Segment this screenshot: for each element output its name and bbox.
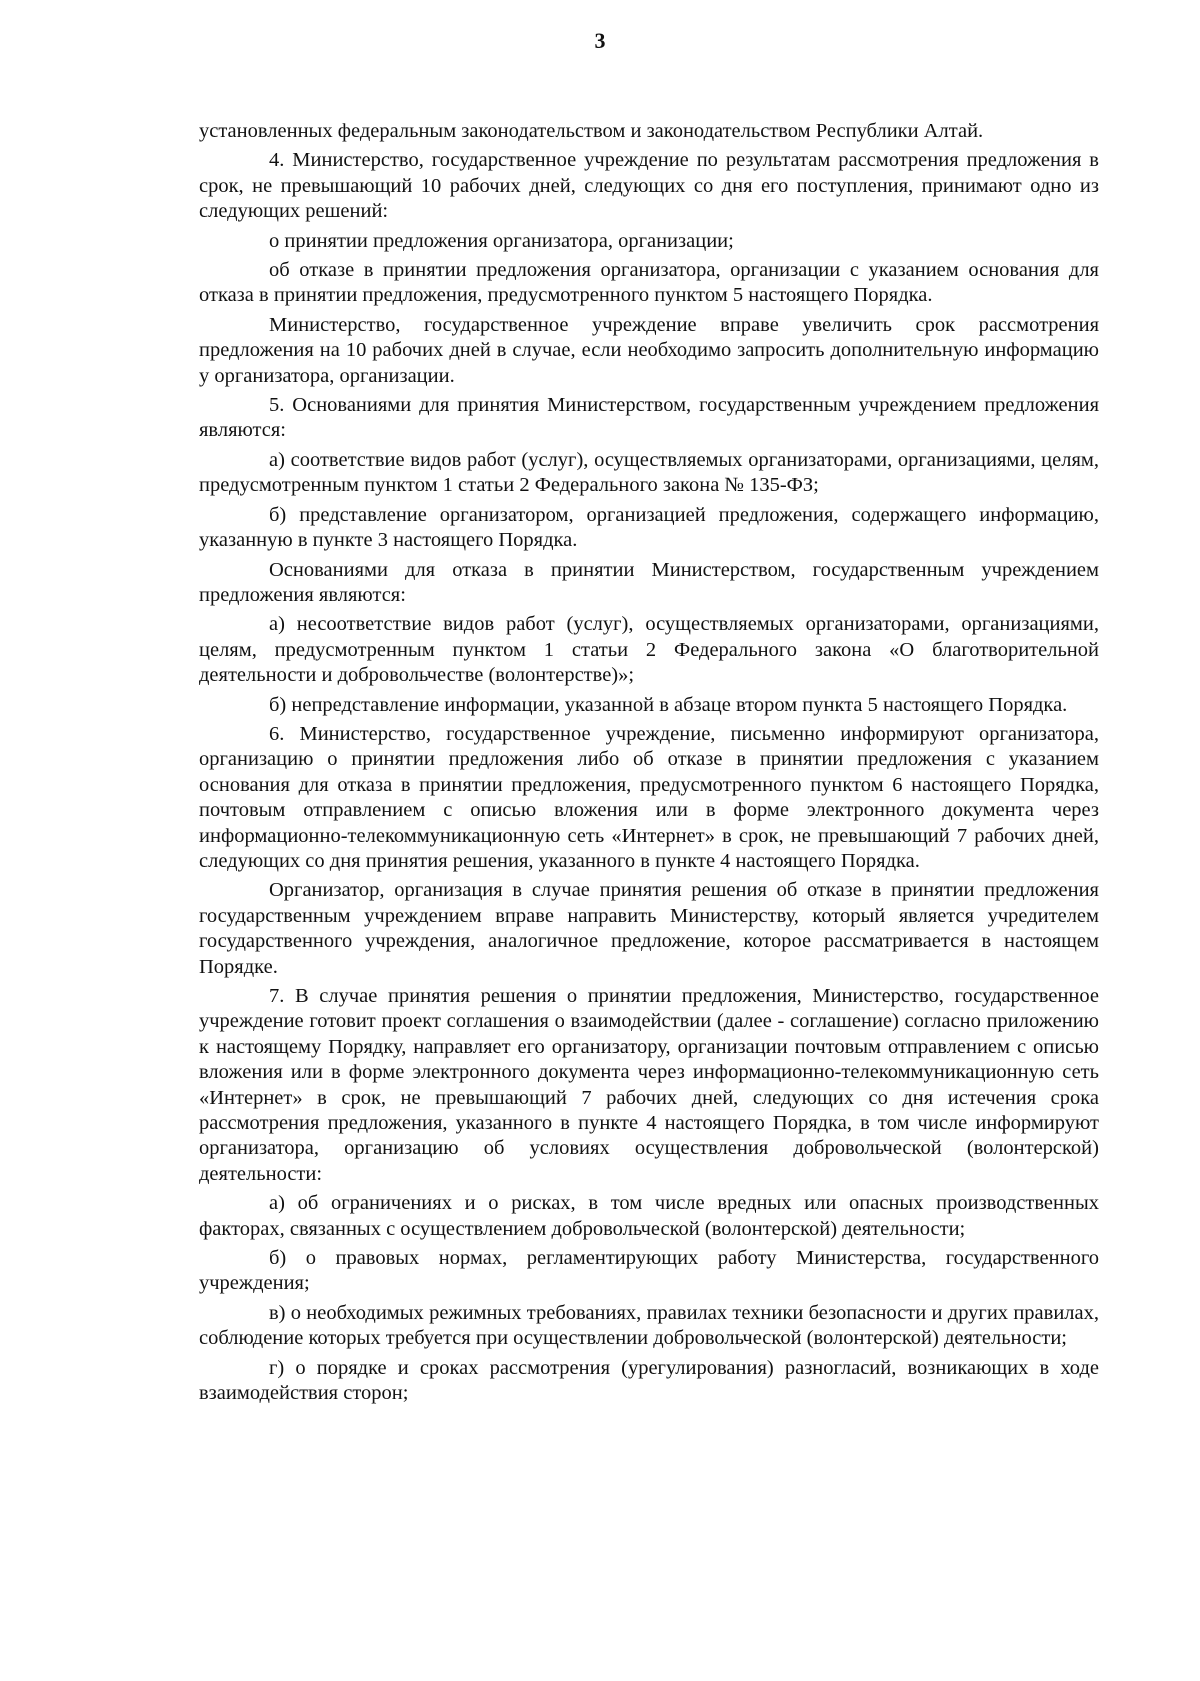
paragraph-item-7-v: в) о необходимых режимных требованиях, правилах техники безопасности и других правилах, соблюдение которых требуется при осуществлении добровольческой (волонтерской) деятельности; bbox=[199, 1301, 1099, 1350]
paragraph-decision-reject: об отказе в принятии предложения организатора, организации с указанием основания для отказа в принятии предложения, предусмотренного пунктом 5 настоящего Порядка. bbox=[199, 259, 1099, 307]
paragraph-item-5-b: б) представление организатором, организацией предложения, содержащего информацию, указанную в пункте 3 настоящего Порядка. bbox=[199, 503, 1099, 552]
paragraph-decision-accept: о принятии предложения организатора, организации; bbox=[269, 229, 734, 252]
paragraph-refusal-grounds: Основаниями для отказа в принятии Министерством, государственным учреждением предложения являются: bbox=[199, 558, 1099, 606]
paragraph-organizer-appeal: Организатор, организация в случае принятия решения об отказе в принятии предложения государственным учреждением вправе направить Министерству, который является учредителем государственного учреждения, аналогичное предложение, которое рассматривается в настоящем Порядке. bbox=[199, 879, 1099, 978]
paragraph-item-7-g: г) о порядке и сроках рассмотрения (урегулирования) разногласий, возникающих в ходе взаимодействия сторон; bbox=[199, 1356, 1099, 1405]
paragraph-item-5: 5. Основаниями для принятия Министерством, государственным учреждением предложения являются: bbox=[199, 394, 1099, 442]
paragraph-item-7-b: б) о правовых нормах, регламентирующих работу Министерства, государственного учреждения; bbox=[199, 1247, 1099, 1295]
paragraph-term-extension: Министерство, государственное учреждение вправе увеличить срок рассмотрения предложения на 10 рабочих дней в случае, если необходимо запросить дополнительную информацию у организатора, организации. bbox=[199, 313, 1099, 387]
page-number: 3 bbox=[594, 28, 606, 53]
paragraph-item-7-a: а) об ограничениях и о рисках, в том числе вредных или опасных производственных факторах, связанных с осуществлением добровольческой (волонтерской) деятельности; bbox=[199, 1192, 1099, 1240]
paragraph-item-5-a: а) соответствие видов работ (услуг), осуществляемых организаторами, организациями, целям, предусмотренным пунктом 1 статьи 2 Федерального закона № 135-ФЗ; bbox=[199, 448, 1099, 497]
paragraph-item-6: 6. Министерство, государственное учреждение, письменно информируют организатора, организацию о принятии предложения либо об отказе в принятии предложения с указанием основания для отказа в принятии предложения, предусмотренного пунктом 6 настоящего Порядка, почтовым отправлением с описью вложения или в форме электронного документа через информационно-телекоммуникационную сеть «Интернет» в срок, не превышающий 7 рабочих дней, следующих со дня принятия решения, указанного в пункте 4 настоящего Порядка. bbox=[199, 722, 1099, 872]
paragraph-item-7: 7. В случае принятия решения о принятии предложения, Министерство, государственное учреждение готовит проект соглашения о взаимодействии (далее - соглашение) согласно приложению к настоящему Порядку, направляет его организатору, организации почтовым отправлением с описью вложения или в форме электронного документа через информационно-телекоммуникационную сеть «Интернет» в срок, не превышающий 7 рабочих дней, следующих со дня истечения срока рассмотрения предложения, указанного в пункте 4 настоящего Порядка, в том числе информируют организатора, организацию об условиях осуществления добровольческой (волонтерской) деятельности: bbox=[199, 985, 1099, 1185]
paragraph-refusal-a: а) несоответствие видов работ (услуг), осуществляемых организаторами, организациями, целям, предусмотренным пунктом 1 статьи 2 Федерального закона «О благотворительной деятельности и добровольчестве (волонтерстве)»; bbox=[199, 613, 1099, 687]
document-body bbox=[199, 119, 1099, 1411]
paragraph-item-4: 4. Министерство, государственное учреждение по результатам рассмотрения предложения в срок, не превышающий 10 рабочих дней, следующих со дня его поступления, принимают одно из следующих решений: bbox=[199, 149, 1099, 223]
paragraph-refusal-b: б) непредставление информации, указанной в абзаце втором пункта 5 настоящего Порядка. bbox=[269, 693, 1068, 716]
paragraph-continuation: установленных федеральным законодательством и законодательством Республики Алтай. bbox=[199, 120, 984, 142]
